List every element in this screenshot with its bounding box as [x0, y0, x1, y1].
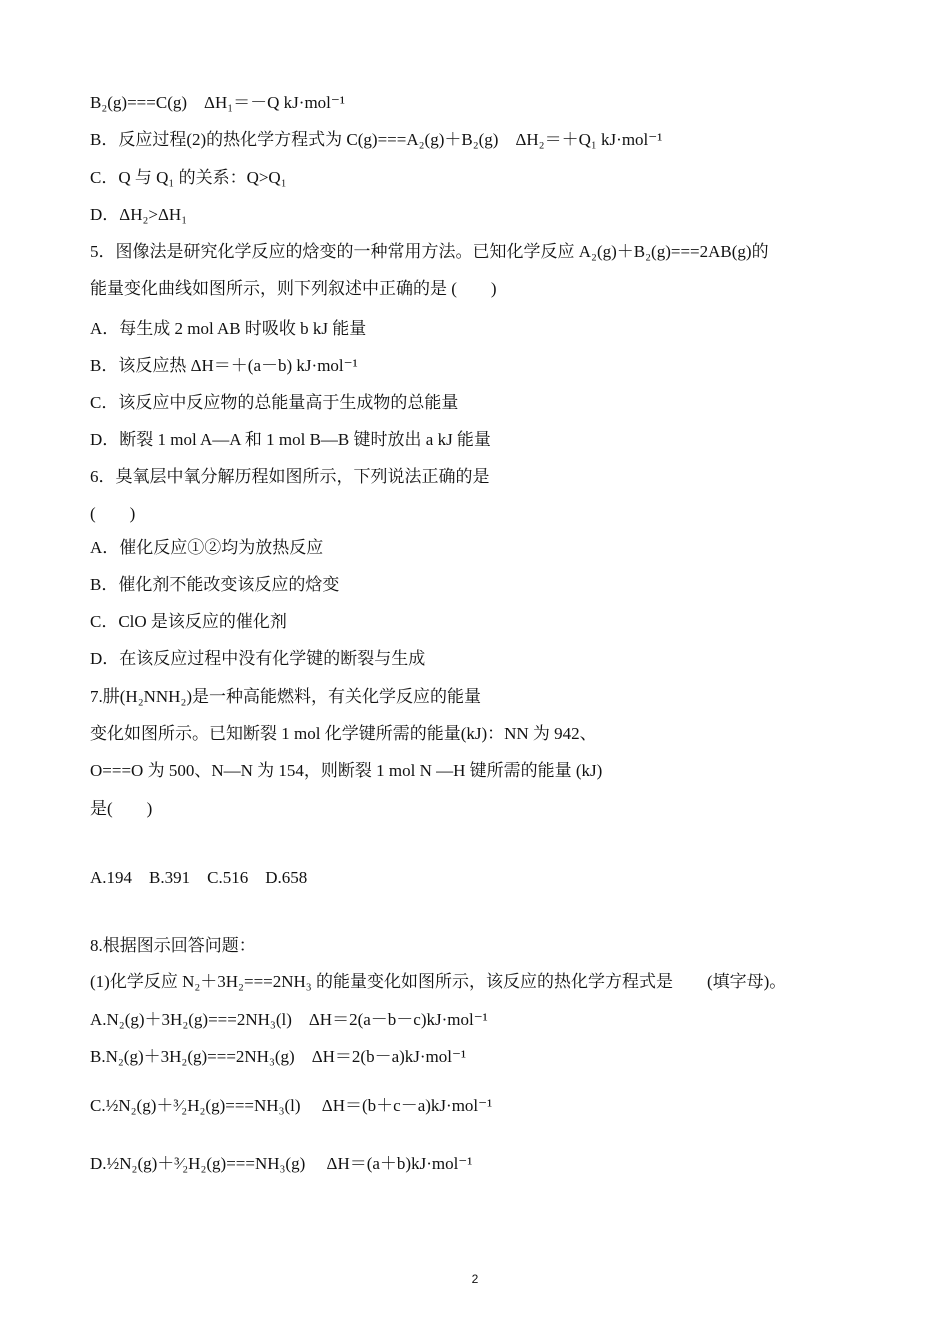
- text-line: C．Q 与 Q₁ 的关系：Q>Q₁: [90, 168, 287, 187]
- text-line: 变化如图所示。已知断裂 1 mol 化学键所需的能量(kJ)：NN 为 942、: [90, 724, 597, 743]
- text-line: 7.肼(H₂NNH₂)是一种高能燃料，有关化学反应的能量: [90, 687, 482, 706]
- text-line: C．ClO 是该反应的催化剂: [90, 612, 287, 631]
- text-line: D．断裂 1 mol A—A 和 1 mol B—B 键时放出 a kJ 能量: [90, 430, 491, 449]
- text-line: A.194 B.391 C.516 D.658: [90, 868, 308, 887]
- text-line: 8.根据图示回答问题：: [90, 936, 256, 955]
- text-line: C．该反应中反应物的总能量高于生成物的总能量: [90, 393, 459, 412]
- text-line: C.½N₂(g)＋³⁄₂H₂(g)===NH₃(l) ΔH＝(b＋c－a)kJ·mol⁻¹: [90, 1096, 493, 1115]
- text-line: 5．图像法是研究化学反应的焓变的一种常用方法。已知化学反应 A₂(g)＋B₂(g)===2AB(g)的: [90, 242, 769, 261]
- page-number: 2: [471, 1272, 479, 1286]
- text-line: B.N₂(g)＋3H₂(g)===2NH₃(g) ΔH＝2(b－a)kJ·mol⁻¹: [90, 1047, 467, 1066]
- text-line: B．该反应热 ΔH＝＋(a－b) kJ·mol⁻¹: [90, 356, 358, 375]
- text-line: (1)化学反应 N₂＋3H₂===2NH₃ 的能量变化如图所示，该反应的热化学方程式是 (填字母)。: [90, 972, 787, 991]
- text-line: 6．臭氧层中氧分解历程如图所示，下列说法正确的是: [90, 467, 490, 486]
- text-line: A．催化反应①②均为放热反应: [90, 538, 324, 557]
- text-line: D．在该反应过程中没有化学键的断裂与生成: [90, 649, 426, 668]
- text-line: B₂(g)===C(g) ΔH₁＝－Q kJ·mol⁻¹: [90, 93, 345, 112]
- text-line: 能量变化曲线如图所示，则下列叙述中正确的是 ( ): [90, 279, 497, 298]
- text-line: D．ΔH₂>ΔH₁: [90, 205, 188, 224]
- text-line: O===O 为 500、N—N 为 154，则断裂 1 mol N —H 键所需的能量 (kJ): [90, 761, 603, 780]
- text-line: 是( ): [90, 799, 153, 818]
- text-line: B．催化剂不能改变该反应的焓变: [90, 575, 340, 594]
- text-line: A．每生成 2 mol AB 时吸收 b kJ 能量: [90, 319, 367, 338]
- text-line: A.N₂(g)＋3H₂(g)===2NH₃(l) ΔH＝2(a－b－c)kJ·mol⁻¹: [90, 1010, 488, 1029]
- text-line: ( ): [90, 504, 136, 523]
- text-line: B．反应过程(2)的热化学方程式为 C(g)===A₂(g)＋B₂(g) ΔH₂＝＋Q₁ kJ·mol⁻¹: [90, 130, 663, 149]
- text-line: D.½N₂(g)＋³⁄₂H₂(g)===NH₃(g) ΔH＝(a＋b)kJ·mol⁻¹: [90, 1154, 473, 1173]
